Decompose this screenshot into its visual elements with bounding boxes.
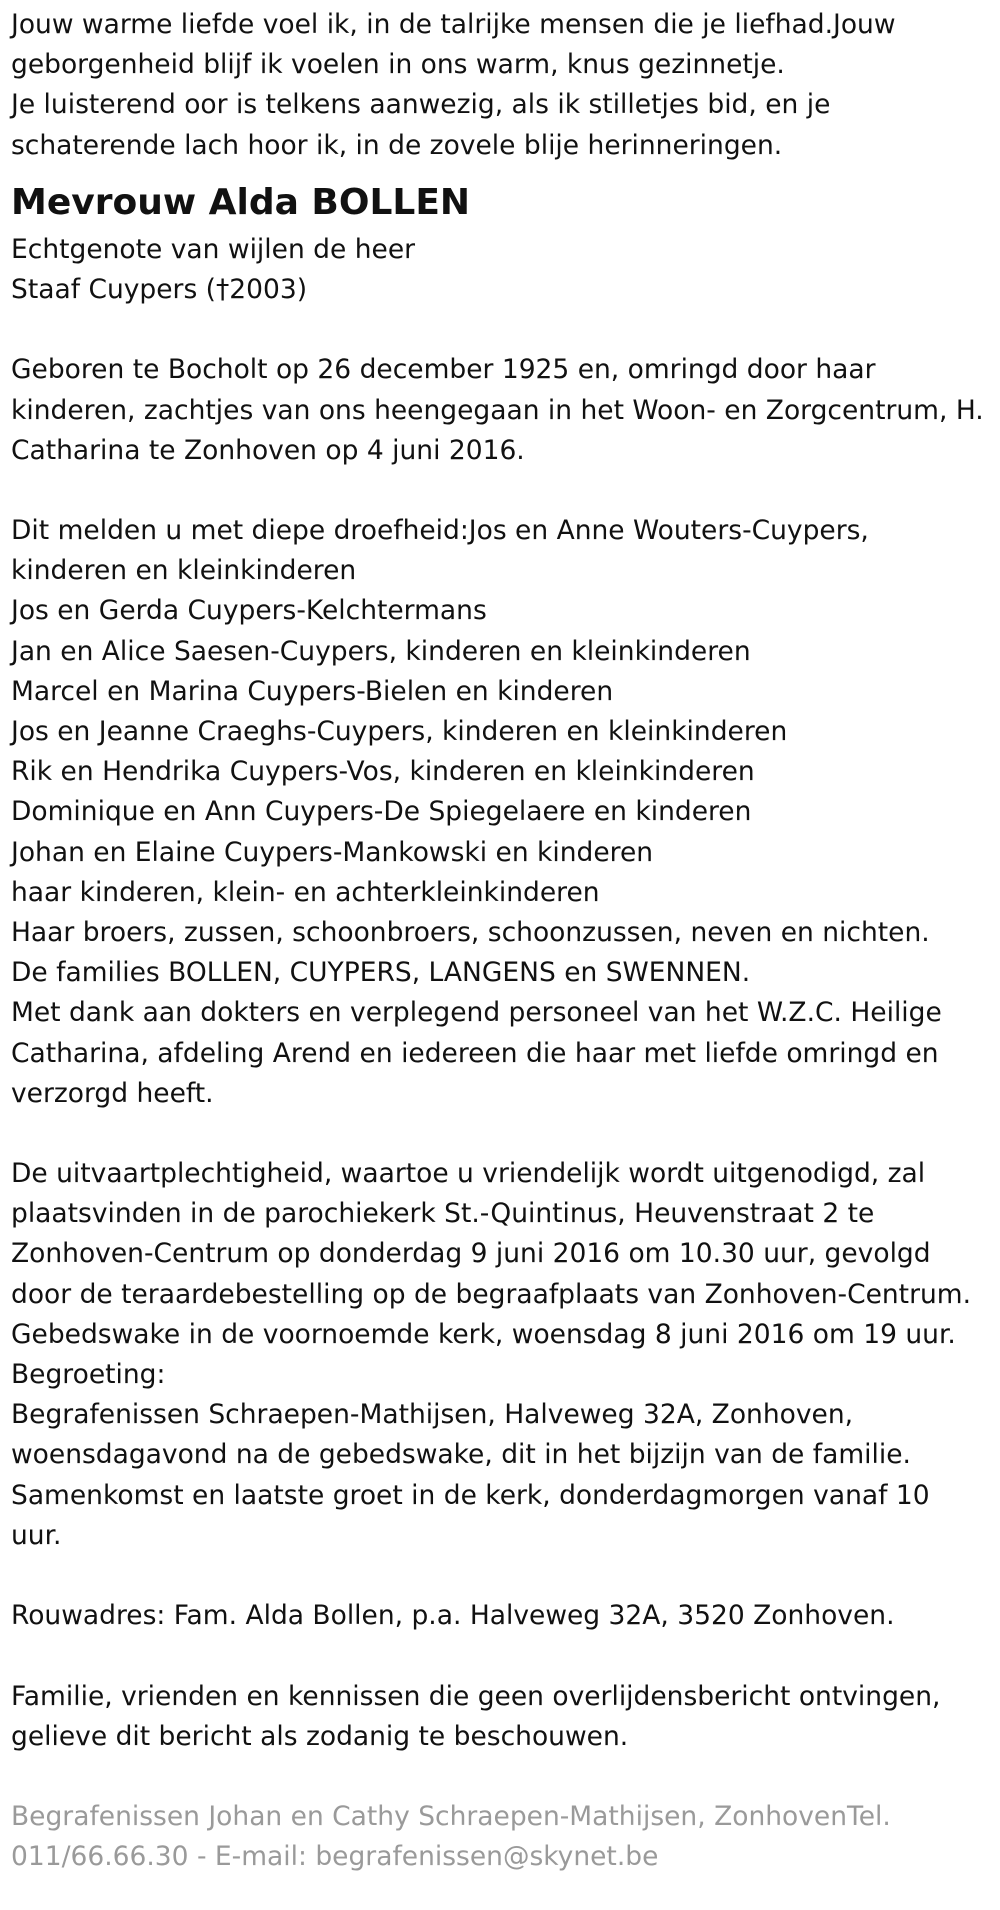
- footer-line: Begrafenissen Johan en Cathy Schraepen-Mathijsen, ZonhovenTel.: [11, 1801, 891, 1833]
- ceremony-line: Begroeting:: [11, 1359, 166, 1390]
- ceremony-line: plaatsvinden in de parochiekerk St.-Quintinus, Heuvenstraat 2 te: [11, 1198, 875, 1230]
- spacer: [11, 1114, 995, 1154]
- announcement-line: Catharina, afdeling Arend en iedereen die haar met liefde omringd en: [11, 1037, 939, 1069]
- ceremony-line: woensdagavond na de gebedswake, dit in het bijzijn van de familie.: [11, 1439, 911, 1471]
- notice-line: Familie, vrienden en kennissen die geen overlijdensbericht ontvingen,: [11, 1680, 941, 1712]
- ceremony-line: Gebedswake in de voornoemde kerk, woensdag 8 juni 2016 om 19 uur.: [11, 1318, 956, 1350]
- spouse-info: [11, 230, 995, 310]
- ceremony-info: [11, 1154, 995, 1556]
- ceremony-line: uur.: [11, 1519, 62, 1551]
- spouse-line: Echtgenote van wijlen de heer: [11, 233, 416, 265]
- birth-death-line: Geboren te Bocholt op 26 december 1925 en, omringd door haar: [11, 354, 876, 386]
- ceremony-line: door de teraardebestelling op de begraafplaats van Zonhoven-Centrum.: [11, 1278, 972, 1310]
- poem-line: schaterende lach hoor ik, in de zovele blije herinneringen.: [11, 129, 783, 161]
- announcement-line: Jos en Gerda Cuypers-Kelchtermans: [11, 595, 487, 627]
- announcement-line: Dominique en Ann Cuypers-De Spiegelaere en kinderen: [11, 796, 752, 828]
- deceased-name: Mevrouw Alda BOLLEN: [11, 181, 471, 223]
- mourning-address: Rouwadres: Fam. Alda Bollen, p.a. Halveweg 32A, 3520 Zonhoven.: [11, 1600, 895, 1632]
- ceremony-line: Samenkomst en laatste groet in de kerk, donderdagmorgen vanaf 10: [11, 1479, 930, 1511]
- announcement-line: verzorgd heeft.: [11, 1077, 214, 1109]
- poem-line: Jouw warme liefde voel ik, in de talrijke mensen die je liefhad.Jouw: [11, 9, 896, 40]
- announcement-line: Dit melden u met diepe droefheid:Jos en Anne Wouters-Cuypers,: [11, 515, 869, 547]
- spacer: [11, 1757, 995, 1797]
- poem: [11, 5, 995, 166]
- announcement-line: Marcel en Marina Cuypers-Bielen en kinderen: [11, 675, 614, 707]
- ceremony-line: Zonhoven-Centrum op donderdag 9 juni 2016 om 10.30 uur, gevolgd: [11, 1238, 931, 1270]
- poem-line: Je luisterend oor is telkens aanwezig, als ik stilletjes bid, en je: [11, 89, 831, 121]
- birth-death-line: kinderen, zachtjes van ons heengegaan in het Woon- en Zorgcentrum, H.: [11, 394, 984, 426]
- birth-death-line: Catharina te Zonhoven op 4 juni 2016.: [11, 434, 525, 466]
- announcement-line: Johan en Elaine Cuypers-Mankowski en kinderen: [11, 836, 654, 868]
- ceremony-line: Begrafenissen Schraepen-Mathijsen, Halveweg 32A, Zonhoven,: [11, 1399, 854, 1431]
- announcement-line: kinderen en kleinkinderen: [11, 555, 357, 587]
- notice-line: gelieve dit bericht als zodanig te beschouwen.: [11, 1720, 629, 1752]
- announcement-line: Haar broers, zussen, schoonbroers, schoonzussen, neven en nichten.: [11, 916, 930, 948]
- funeral-home-footer: [11, 1797, 995, 1877]
- family-announcement: [11, 511, 995, 1114]
- announcement-line: Met dank aan dokters en verplegend personeel van het W.Z.C. Heilige: [11, 997, 942, 1029]
- spacer: [11, 1556, 995, 1596]
- spacer: [11, 310, 995, 350]
- ceremony-line: De uitvaartplechtigheid, waartoe u vriendelijk wordt uitgenodigd, zal: [11, 1158, 926, 1190]
- announcement-line: De families BOLLEN, CUYPERS, LANGENS en SWENNEN.: [11, 957, 751, 989]
- birth-death-info: [11, 350, 995, 471]
- announcement-line: haar kinderen, klein- en achterkleinkinderen: [11, 876, 600, 908]
- announcement-line: Jan en Alice Saesen-Cuypers, kinderen en kleinkinderen: [11, 635, 751, 667]
- spouse-line: Staaf Cuypers (†2003): [11, 273, 308, 305]
- spacer: [11, 471, 995, 511]
- spacer: [11, 1636, 995, 1676]
- poem-line: geborgenheid blijf ik voelen in ons warm, knus gezinnetje.: [11, 49, 785, 81]
- announcement-line: Jos en Jeanne Craeghs-Cuypers, kinderen en kleinkinderen: [11, 716, 788, 747]
- notice: [11, 1677, 995, 1757]
- footer-line: 011/66.66.30 - E-mail: begrafenissen@skynet.be: [11, 1841, 659, 1873]
- announcement-line: Rik en Hendrika Cuypers-Vos, kinderen en kleinkinderen: [11, 756, 755, 788]
